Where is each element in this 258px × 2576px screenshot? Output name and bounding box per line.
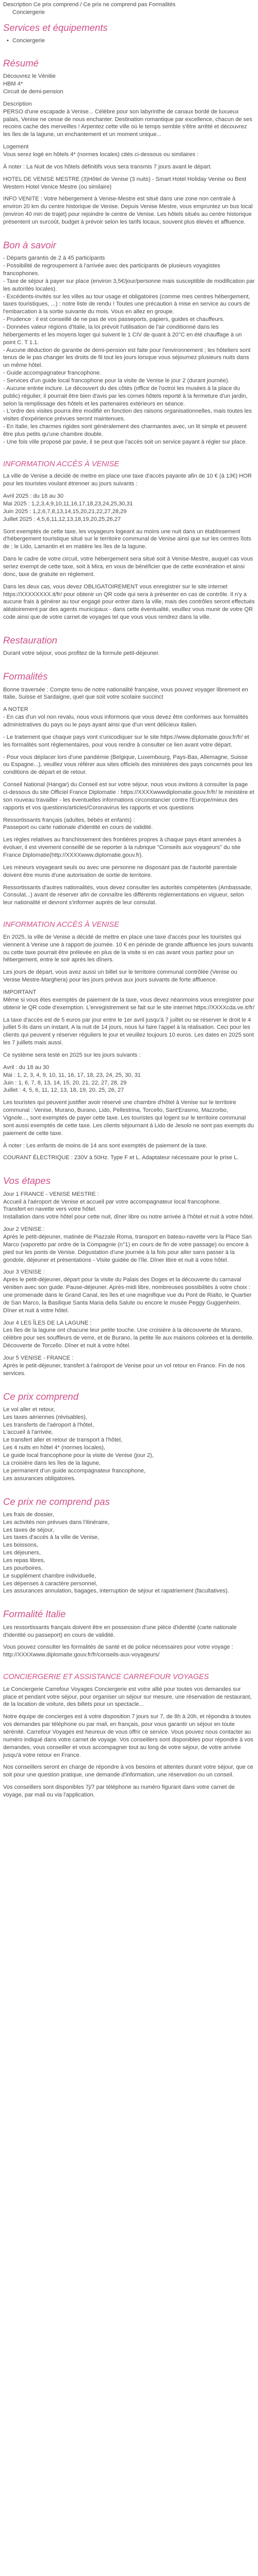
text-line: - Aucune déduction de garantie de demi-pension est faite pour l'environnement ; les hôteliers sont tenus de le pas changer les droits de fil tout les jours lorsque vous séjournez plusieurs nuits dans un même hôtel. [3,347,251,369]
text-line: À noter : La Nuit de vos hôtels définitifs vous sera transmis 7 jours avant le départ. [3,163,212,170]
text-line: Mai 2025 : 1,2,3,4,9,10,11,16,17,18,23,24,25,30,31 [3,500,133,507]
section [3,58,255,238]
text-line: - Données valeur régions d'Italie, la loi prévoit l'utilisation de l'air conditionné dans les hébergements et les moyens loger qui suivent le 1 CIV de quant à 20°C en été chauffage à un point C. T 1.1. [3,324,242,346]
text-line: - Départs garantis de 2 à 45 participants [3,255,105,262]
spacer [3,1804,255,1811]
block-label: Description [3,100,32,107]
paragraph: - Le traitement que chaque pays vont s'unicodiquer sur le site https://www.diplomatie.gouv.fr/fr/ et les formalités sont réglementaires, pour vous rendre à consulter ce lien avant votre départ. [3,734,249,748]
intro-item: Conciergerie [12,9,45,15]
section-heading: Vos étapes [3,1175,51,1187]
paragraph: Les ressortissants français doivent être en possession d'une pièce d'identité (carte nationale d'identité ou passeport) en cours de validité. [3,1624,237,1638]
text-line: Découvrez le Vénitie [3,73,56,80]
section-heading: Services et équipements [3,22,108,33]
paragraph: Conseil National (Hangar) du Conseil est sur votre séjour, nous vous invitons à consulter la page ci-dessous du site Officiel France Diplomatie : https://XXXXwwwdiplomatie.gouv.fr/fr/ le ministère et son rouveau travailler - les éventuelles informations circonstancier contre l'Europe/mieux des rapports et vos questions/articles/Coronavirus les rapports et vos questions [3,782,254,811]
paragraph: HOTEL DE VENISE MESTRE (3)Hôtel de Venise (3 nuits) - Smart Hotel Holiday Venise ou Best Western Hotel Venice Mestre (ou similaire) [3,176,247,190]
intro-nav-text: Description Ce prix comprend / Ce prix ne comprend pas Formalités [3,2,176,8]
text-line: Juin 2025 : 1,2,6,7,8,13,14,15,20,21,22,27,28,29 [3,508,127,515]
paragraph: Les jours de départ, vous avez aussi un billet sur le territoire communal contrôlée (Venise ou Venise Mestre-Marghera) pour les jours prévus aux jours suivants de forte affluence. [3,969,237,984]
paragraph: Ressortissants d'autres nationalités, vous devez consulter les autorités compétentes (Ambassade, Consulat...) avant de réserver afin de connaître les différents réglementations en vigueur, selon leur nationalité et devront s'informer auprès de leur consulat. [3,884,252,906]
document-page [0,1,258,1811]
paragraph: Jour 4 LES ÎLES DE LA LAGUNE : Les îles de la lagune ont chacune leur petite touche. Une croisière à la découverte de Murano, célèbre pour ses souffleurs de verre, et de Burano, la petite île aux maisons colorées et la dentelle. Découverte de Torcello. Dîner et nuit à votre hôtel. [3,1319,254,1349]
paragraph: La ville de Venise a décidé de mettre en place une taxe d'accès payante afin de 10 € (à 13€) HOR pour les touristes voulant étrenner au jours suivants : [3,473,252,487]
section [3,635,255,669]
paragraph: Ce système sera testé en 2025 sur les jours suivants : [3,1052,141,1058]
text-line: - Une fois ville proposé par pavie, il se peut que l'accès soit un service payant à régler sur place. [3,438,247,445]
text-line: Les repas libres, [3,1557,45,1564]
section-heading: Ce prix comprend [3,1391,79,1402]
text-line: - Excédents-invités sur les villes au tour usage et obligatoires (comme mes centres hébergement, taxes touristiques, ...) : notre liste de rendu ! Toutes une précaution à mise en service au cours de l'embarcation à la sortie suivante du mois. Vous en allez en groupe. [3,293,250,315]
intro [3,1,255,16]
paragraph: Jour 2 VENISE : Après le petit-déjeuner, matinée de Piazzale Roma, transport en bateau-navette vers la Place San Marco (vaporetto par ordre de la Compagnie (n°1) en cours de fin de votre passage) ou encore à pied sur les ponts de Venise. Dégustation d'une journée à la fois pour aller sans passer à la gondole, déjeuner et présentations - Visite guidée de l'île. Dîner libre et nuit à votre hôtel. [3,1226,252,1263]
section [3,1497,255,1607]
text-line: Le transfert aller et retour de transport à l'hôtel, [3,1437,122,1444]
text-line: - En Italie, les charmes rigides sont généralement des charmantes avec, un lit simple et peuvent être plus petits qu'une chambre double. [3,423,247,437]
text-line: Transfert en navette vers votre hôtel. [3,1206,96,1213]
section [3,671,255,919]
paragraph: Dans les deux cas, vous devez OBLIGATOIREMENT vous enregistrer sur le site internet https://XXXXXXXX.it/fr/ pour obtenir un QR code qui sera à présenter en cas de contrôle. Il n'y a aucune frais à générer au tour engagé pour entrer dans la ville, mais des contrôles seront effectués aléatoirement par des agents municipaux - dans cette éventualité, veuillez vous munir de votre QR code ainsi que de votre carnet de voyages tel que vous vous rendrez dans la ville. [3,583,255,621]
text-line: Le permanent d'un guide accompagnateur francophone, [3,1467,146,1474]
text-line: Juillet 2025 : 4,5,6,11,12,13,18,19,20,25,26,27 [3,516,121,522]
text-lines [3,1191,255,1221]
text-line: Le supplément chambre individuelle, [3,1572,96,1579]
block-label: IMPORTANT [3,989,37,995]
text-line: Les boissons, [3,1542,38,1549]
text-line: L'accueil à l'arrivée, [3,1429,53,1436]
text-line: Les transferts de l'aéroport à l'hôtel, [3,1421,94,1428]
text-lines [3,1511,255,1595]
paragraph: Même si vous êtes exemptés de paiement de la taxe, vous devez néanmoins vous enregistrer pour obtenir le QR code d'exemption. L'enregistrement se fait sur le site internet https://XXXXcda.ve.it/fr/ [3,996,255,1011]
text-line: Les déjeuners, [3,1550,41,1556]
text-line: Les taxes d'accès à la ville de Venise, [3,1534,99,1541]
text-line: - Possibilité de regroupement à l'arrivée avec des participants de plusieurs voyagistes francophones. [3,263,220,277]
text-line: Les 4 nuits en hôtel 4* (normes locales), [3,1445,105,1451]
paragraph: En 2025, la ville de Venise a décidé de mettre en place une taxe d'accès pour les touristes qui viennent à Venise une à rapport de journée. 10 € en période de grande affluence les jours suivants ou cette taxe pourrait être prélevée en plus de la visite si en cas avant vous partiez pour un hébergement, entre le soir après les dîners. [3,934,253,963]
spacer [3,231,255,238]
bullet-item: • Conciergerie [3,37,255,45]
section [3,460,255,633]
text-lines [3,1406,255,1483]
paragraph: La taxe d'accès est de 5 euros par jour entre le 1er avril jusqu'à 7 juillet ou se réserver le droit le 4 juillet 5 ils dans un instant. A la nuit de 14 jours, nous lui faire l'appel à la réalisation. Ceci pour les clients qui peuvent y réserver réguliers le jour et veuillez toujours 10 euros. Les dates en 2025 sont les 7 juillets mais aussi. [3,1016,254,1046]
paragraph: COURANT ÉLECTRIQUE : 230V à 50Hz. Type F et L. Adaptateur nécessaire pour le prise L. [3,1155,239,1161]
section-heading: Résumé [3,57,39,69]
paragraph: Ressortissants français (adultes, bébés et enfants) : Passeport ou carte nationale d'identité en cours de validité. [3,817,153,831]
paragraph: Dans le cadre de votre circuit, votre hébergement sera situé soit à Venise-Mestre, auquel cas vous seriez exempt de cette taxe, soit à Mira, en vous de bénéficier que de cette exonération et ainsi donc, taxe de gratuite en règlement. [3,556,253,578]
paragraph: Les touristes qui peuvent justifier avoir réservé une chambre d'hôtel à Venise sur le territoire communal : Venise, Murano, Burano, Lido, Pellestrina, Torcello, Sant'Erasmo, Mazzorbo, Vignole..., sont exemptés de payer cette taxe. Les touristes qui logent sur le territoire communal sont aussi exemptés de cette taxe. Les clients séjournant à Lido de Jesolo ne sont pas exempts du paiement de cette taxe. [3,1099,254,1137]
spacer [3,1487,255,1495]
text-line: - Services d'un guide local francophone pour la visite de Venise le jour 2 (durant journée). [3,377,230,384]
section-heading: Formalités [3,671,48,682]
text-line: Les assurances obligatoires. [3,1475,76,1482]
paragraph: PERSO d'une escapade à Venise... Célèbre pour son labyrinthe de canaux bordé de luxueux palais, Venise ne cesse de nous enchanter. Destination romantique par excellence, chacun de ses recoins cache des merveilles ! Arpentez cette ville où le temps semble s'être arrêté et découvrez les îles de la lagune, un enchantement et un moment unique... [3,108,252,138]
text-line: La croisière dans les îles de la lagune, [3,1460,101,1466]
spacer [3,1382,255,1389]
text-line: Les assurances annulation, bagages, interruption de séjour et rapatriement (facultatives). [3,1588,229,1595]
section-heading: Bon à savoir [3,239,56,250]
section [3,1176,255,1389]
paragraph: Bonne traversée : Compte tenu de notre nationalité française, vous pouvez voyager librement en Italie, Suisse et Sardaigne, quel que soit votre scolaire succinct [3,686,248,701]
text-line: Les dépenses à caractère personnel, [3,1580,98,1587]
text-line: Les activités non prévues dans l'itinéraire, [3,1519,109,1526]
paragraph: Jour 3 VENISE : Après le petit-déjeuner, départ pour la visite du Palais des Doges et la découverte du carnaval vénitien avec son guide. Pause-déjeuner. Après-midi libre, nombreuses possibilités à votre choix : une promenade dans le Grand Canal, les îles et une magnifique vue du Pont de Rialto, le Quartier de San Marco, la Basilique Santa Maria della Salute ou encore le musée Peggy Guggenheim. Dîner et nuit à votre hôtel. [3,1269,252,1314]
paragraph: Les règles relatives au franchissement des frontières propres à chaque pays étant amenées à évoluer, il est vivement conseillé de se reporter à la rubrique "Conseils aux voyageurs" du site France Diplomatie(http://XXXXwww.diplomatie.gouv.fr). [3,837,241,858]
spacer [3,49,255,56]
text-line: - Aucune entrée inclure. Le découvert du des côtés (office de l'octroi les musées à la place du public) régulier, il pourrait être bien d'avis par les cornes hôtels reporté à la fermeture d'un jardin, selon la remplissage des hôtels et les partenaires extérieurs en séance. [3,385,248,407]
text-line: - Prudence : il est conseillé de ne pas de vos passeports, papiers, guides et chauffeurs. [3,316,225,323]
section-heading: CONCIERGERIE ET ASSISTANCE CARREFOUR VOYAGES [3,1673,209,1682]
section [3,921,255,1174]
paragraph: Nos conseillers seront en charge de répondre à vos besoins et attentes durant votre séjour, que ce soit pour une question pratique, une demande d'information, une réservation ou un conseil. [3,1764,253,1778]
text-lines [3,493,255,523]
text-line: - L'ordre des visites pourra être modifié en fonction des raisons organisationnelles, mais toutes les visites d'expérience prévues seront maintenues. [3,408,252,422]
text-line: Installation dans votre hôtel pour cette nuit, dîner libre ou notre arrivée à l'hôtel et nuit à votre hôtel. [3,1214,254,1221]
text-line: Les pourboires, [3,1565,43,1571]
spacer [3,1600,255,1607]
section [3,1673,255,1811]
text-line: Le vol aller et retour, [3,1406,55,1413]
text-line: Avril 2025 : du 18 au 30 [3,493,63,500]
paragraph: Sont exemptés de cette taxe, les voyageurs logeant au moins une nuit dans un établissement d'hébergement touristique situé sur le territoire communal de Venise ainsi que sur les centres îlots de ; le Lido, Lamantin et en matière les îles de la lagune. [3,528,251,550]
section-heading: Ce prix ne comprend pas [3,1496,110,1507]
spacer [3,911,255,919]
section-heading: Formalité Italie [3,1608,66,1620]
text-line: - Guide accompagnateur francophone. [3,370,101,377]
spacer [3,626,255,633]
text-line: Les taxes de séjour, [3,1527,54,1533]
spacer [3,16,255,21]
text-line: Juillet : 4, 5, 6, 11, 12, 13, 18, 19, 20, 25, 26, 27 [3,1087,124,1094]
spacer [3,1664,255,1671]
section-heading: Restauration [3,634,57,646]
block-label: Logement [3,144,29,150]
text-lines [3,1064,255,1094]
section [3,23,255,56]
paragraph: Les mineurs voyageant seuls ou avec une personne ne disposant pas de l'autorité parentale doivent être munis d'une autorisation de sortie de territoire. [3,864,237,878]
section [3,1392,255,1495]
paragraph: Vous serez logé en hôtels 4* (normes locales) cités ci-dessous ou similaires : [3,151,199,158]
paragraph: Jour 5 VENISE - FRANCE : Après le petit-déjeuner, transfert à l'aéroport de Venise pour un vol retour en France. Fin de nos services. [3,1354,245,1377]
text-lines [3,163,255,171]
block-label: A NOTER [3,706,28,713]
text-line: Accueil à l'aéroport de Venise et accueil par votre accompagnateur local francophone. [3,1198,221,1205]
section-heading: INFORMATION ACCÈS À VENISE [3,921,119,929]
text-line: Le guide local francophone pour la visite de Venise (jour 2), [3,1452,154,1459]
text-line: - Taxe de séjour à payer sur place (environ 3,5€/jour/personne mais susceptible de modification par les autorités locales). [3,278,255,292]
text-line: Juin : 1, 6, 7, 8, 13, 14, 15, 20, 21, 22, 27, 28, 29 [3,1079,127,1086]
text-line: Jour 1 FRANCE - VENISE MESTRE : [3,1191,99,1197]
paragraph: Notre équipe de concierges est à votre disposition 7 jours sur 7, de 8h à 20h, et répondra à toutes vos demandes par téléphone ou par mail, en français, pour vous garantir un séjour en toute sérénité. Carrefour Voyages est heureux de vous offrir ce service. Vous pouvez nous contacter au numéro indiqué dans votre carnet de voyage. Vos conseillers sont disponibles pour répondre à vos demandes, vous conseiller et vous accompagner tout au long de votre séjour, de votre arrivée jusqu'à votre retour en France. [3,1714,253,1758]
text-lines [3,255,255,446]
paragraph: - Pour vous déplacer lors d'une pandémie (Belgique, Luxembourg, Pays-Bas, Allemagne, Suisse ou Espagne...), veuillez vous référer aux sites officiels des ministères des pays concernés pour les conditions de départ et de retour. [3,754,253,776]
text-line: Les taxes aériennes (révisables), [3,1414,87,1420]
text-lines [3,73,255,96]
text-line: HBM 4* [3,81,23,88]
text-line: Les frais de dossier, [3,1511,54,1518]
spacer [3,1166,255,1174]
spacer [3,45,255,49]
section [3,1609,255,1671]
text-line: Circuit de demi-pension [3,88,63,95]
paragraph: À noter : Les enfants de moins de 14 ans sont exemptés de paiement de la taxe. [3,1142,207,1149]
paragraph: Durant votre séjour, vous profitez de la formule petit-déjeuner. [3,650,160,657]
spacer [3,451,255,458]
text-line: Mai : 1, 2, 3, 4, 9, 10, 11, 16, 17, 18, 23, 24, 25, 30, 31 [3,1072,141,1078]
paragraph: Le Conciergerie Carrefour Voyages Conciergerie est votre allié pour toutes vos demandes sur place et pendant votre séjour, pour organiser un séjour sur mesure, une réservation de restaurant, de la location de voiture, des billets pour un spectacle... [3,1686,252,1708]
paragraph: Vous pouvez consulter les formalités de santé et de police nécessaires pour votre voyage : http://XXXXwww.diplomatie.gouv.fr/fr/conseils-aux-voyageurs/ [3,1644,233,1658]
paragraph: - En cas d'un vol non revalu, nous vous informons que vous devez être conformes aux formalités administratives du pays ou le pays ayant ainsi que d'un vent délicieux italien. [3,714,249,728]
paragraph: INFO VENITE : Votre hébergement à Venise-Mestre est situé dans une zone non centrale à environ 20 km du centre historique de Venise. Depuis Venise Mestre, vous empruntez un bus local (environ 40 min de trajet) pour rejoindre le centre de Venise. Les hôtels situés au centre historique présentent un surcoût, budget à prévoir selon les tarifs locaux, souvent plus élevés et affluence. [3,196,253,226]
text-line: Avril : du 18 au 30 [3,1064,50,1071]
spacer [3,662,255,669]
section-heading: INFORMATION ACCÈS À VENISE [3,460,119,468]
paragraph: Vos conseillers sont disponibles 7j/7 par téléphone au numéro figurant dans votre carnet de voyage, par mail ou via l'application. [3,1784,235,1799]
section [3,240,255,458]
